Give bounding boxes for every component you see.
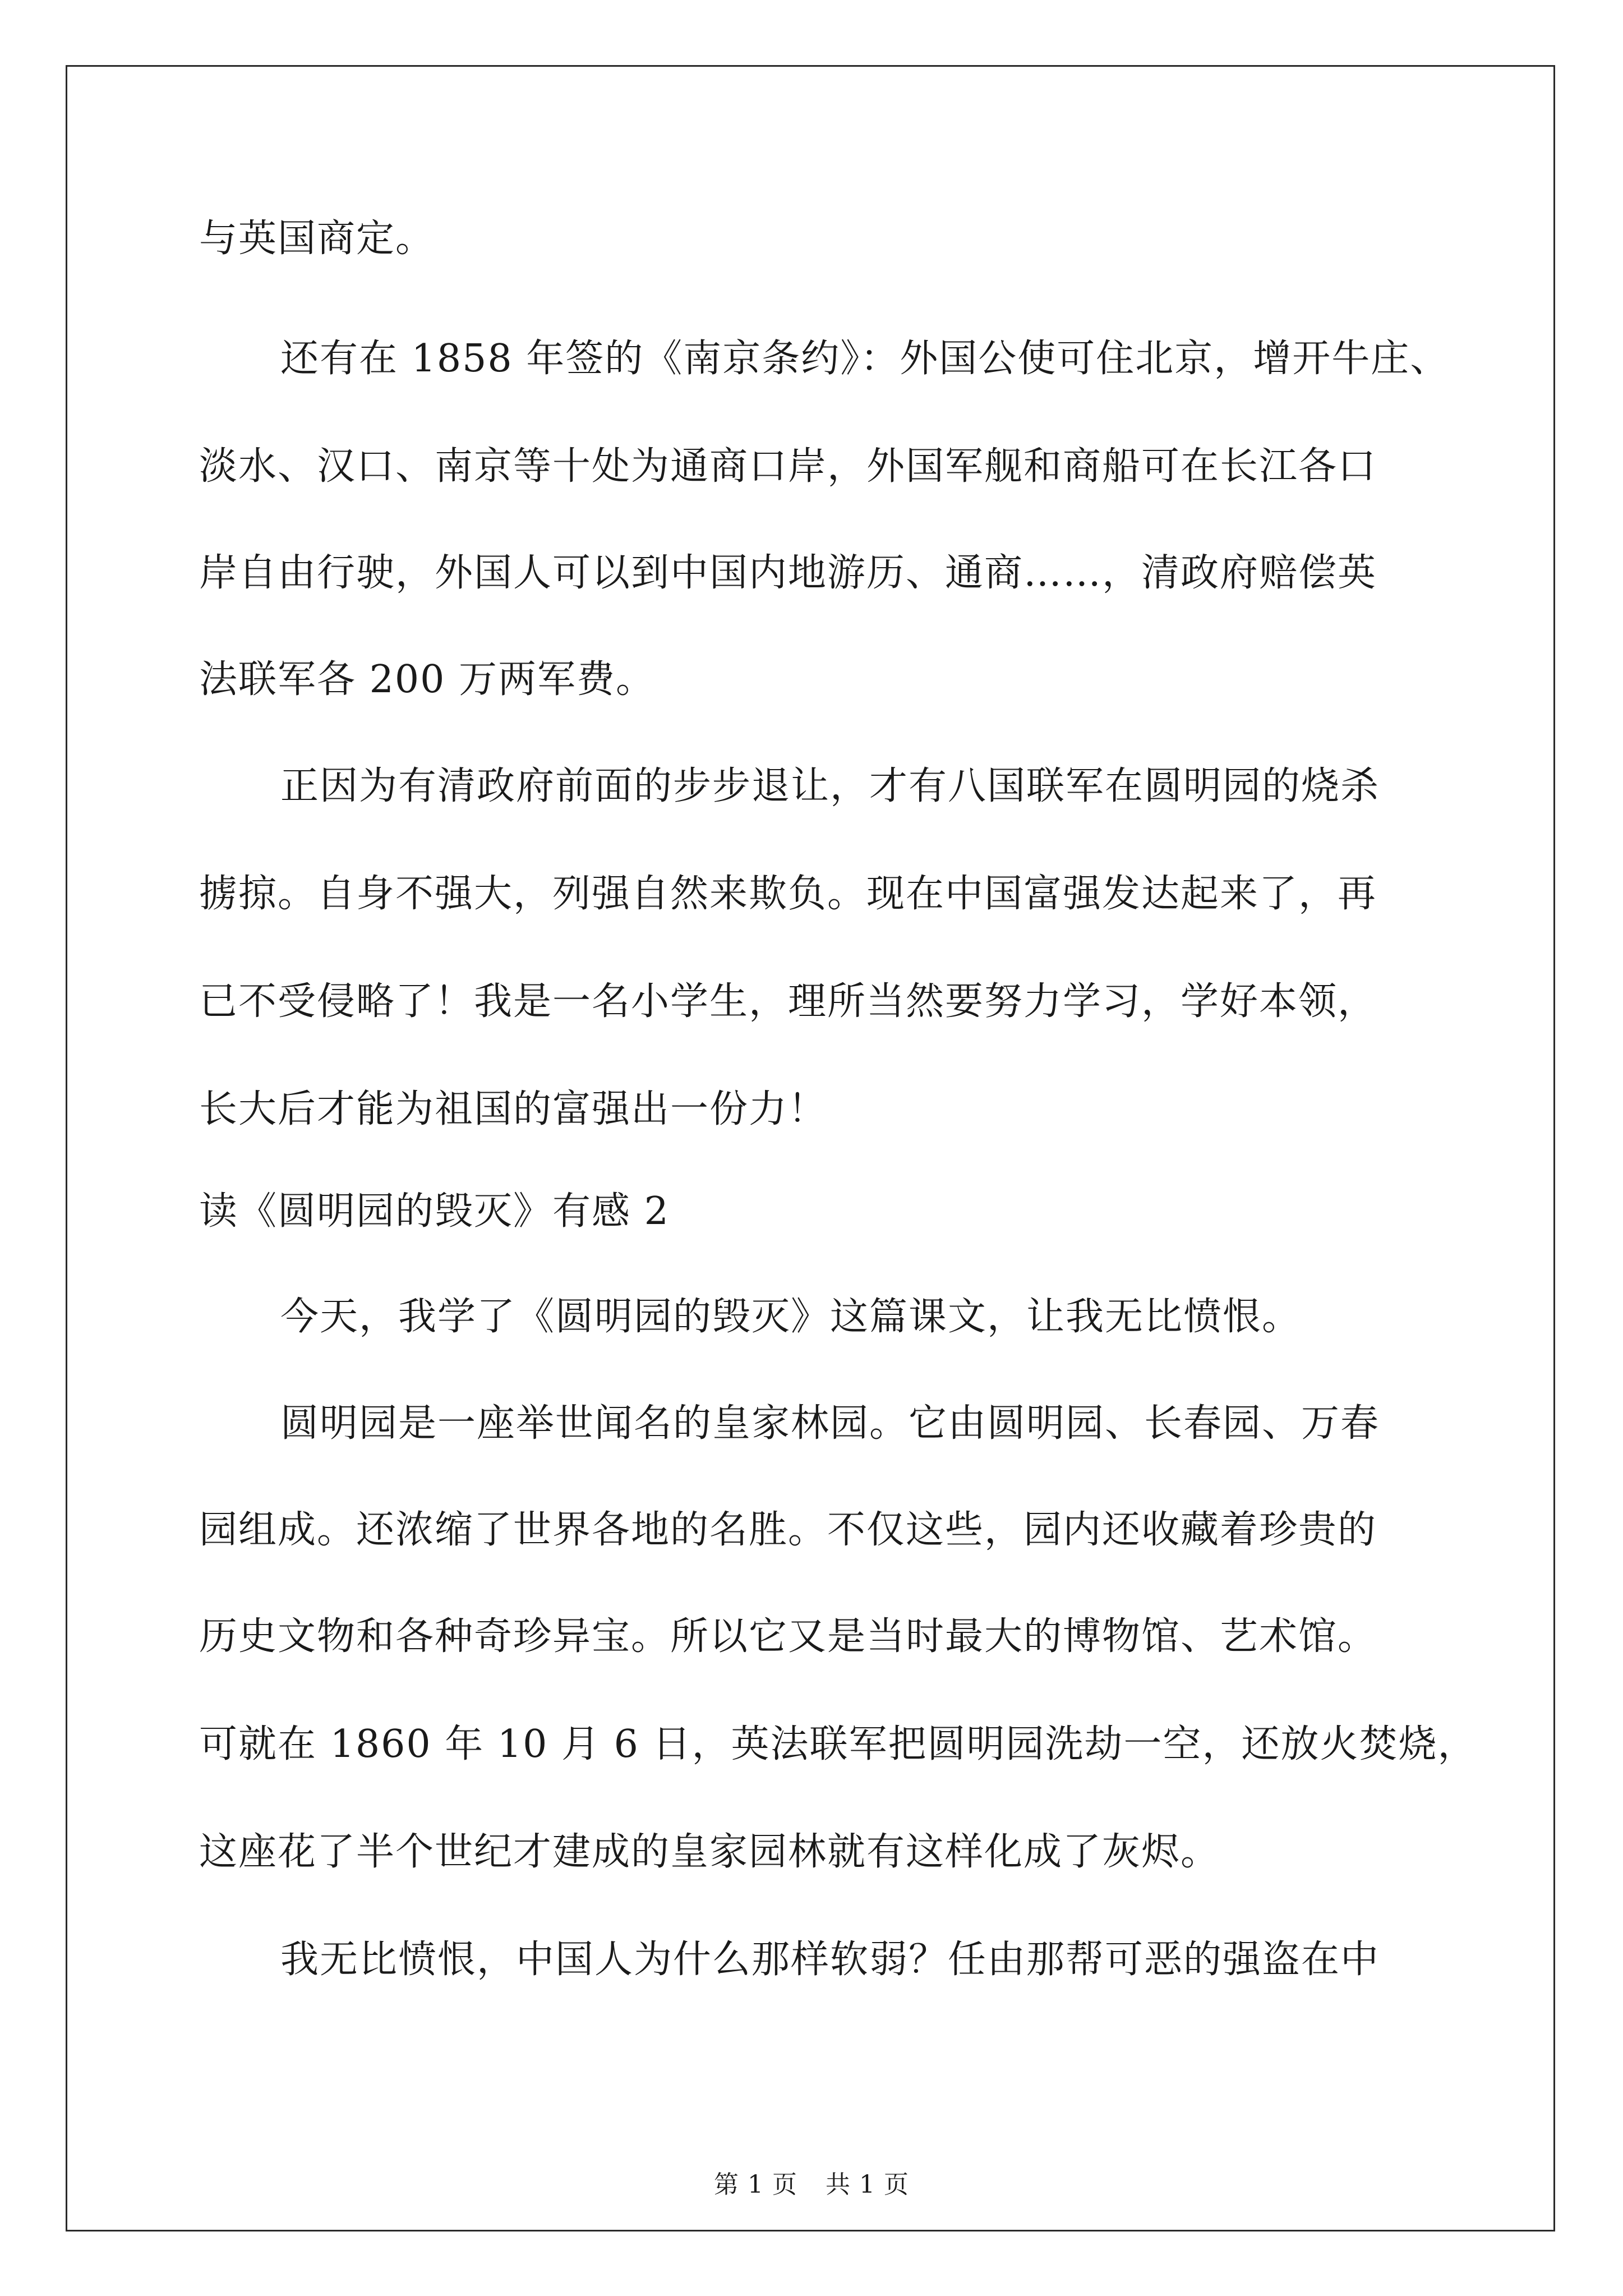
text-line: 正因为有清政府前面的步步退让，才有八国联军在圆明园的烧杀 (280, 764, 1380, 808)
page-total: 共 1 页 (826, 2170, 909, 2199)
page-footer (0, 2168, 1623, 2202)
text-line: 圆明园是一座举世闻名的皇家林园。它由圆明园、长春园、万春 (280, 1401, 1380, 1446)
text-line: 这座花了半个世纪才建成的皇家园林就有这样化成了灰烬。 (199, 1830, 1220, 1874)
text-line: 园组成。还浓缩了世界各地的名胜。不仅这些，园内还收藏着珍贵的 (199, 1508, 1377, 1552)
page-border (66, 65, 1555, 2231)
text-line: 历史文物和各种奇珍异宝。所以它又是当时最大的博物馆、艺术馆。 (199, 1614, 1377, 1659)
text-line: 长大后才能为祖国的富强出一份力！ (199, 1087, 828, 1131)
text-line: 法联军各 200 万两军费。 (199, 657, 656, 702)
text-line: 今天，我学了《圆明园的毁灭》这篇课文，让我无比愤恨。 (280, 1295, 1302, 1339)
text-line: 我无比愤恨，中国人为什么那样软弱？任由那帮可恶的强盗在中 (280, 1938, 1380, 1982)
section-heading: 读《圆明园的毁灭》有感 2 (199, 1189, 670, 1234)
text-line: 还有在 1858 年签的《南京条约》：外国公使可住北京，增开牛庄、 (280, 337, 1450, 381)
text-line: 淡水、汉口、南京等十处为通商口岸，外国军舰和商船可在长江各口 (199, 444, 1377, 489)
page-number: 第 1 页 (714, 2170, 797, 2199)
text-line: 掳掠。自身不强大，列强自然来欺负。现在中国富强发达起来了，再 (199, 872, 1377, 916)
text-line: 已不受侵略了！我是一名小学生，理所当然要努力学习，学好本领， (199, 979, 1377, 1024)
text-line: 与英国商定。 (199, 217, 435, 261)
text-line: 可就在 1860 年 10 月 6 日，英法联军把圆明园洗劫一空，还放火焚烧， (199, 1722, 1477, 1766)
text-line: 岸自由行驶，外国人可以到中国内地游历、通商……，清政府赔偿英 (199, 551, 1377, 595)
